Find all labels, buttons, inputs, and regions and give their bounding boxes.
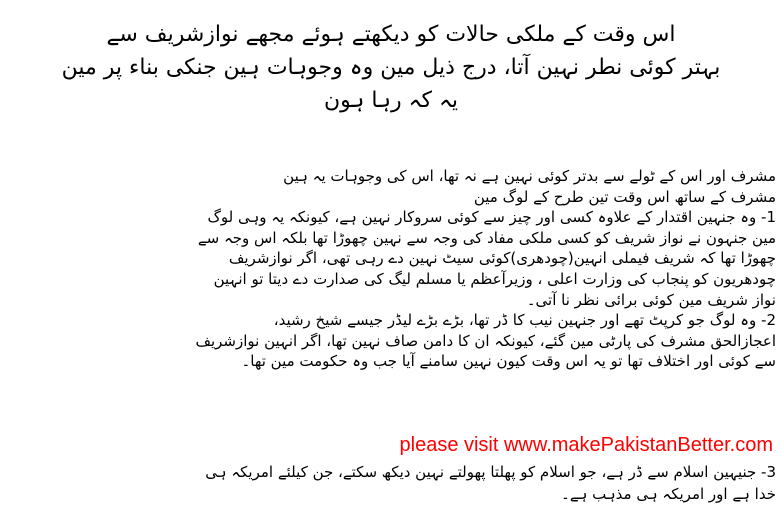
body-line: نواز شریف مین کوئی برائی نظر نا آتی۔ — [526, 290, 776, 309]
document-body-continued — [4, 461, 776, 505]
body-line: مین جنہون نے نواز شریف کو کسی ملکی مفاد کی وجہ سے نہین چھوڑا تھا بلکہ اس وجہ سے — [197, 228, 776, 247]
heading-line: یہ کہ رہا ہون — [324, 88, 458, 113]
body-line: 3- جنیہین اسلام سے ڈر ہے، جو اسلام کو پھلتا پھولتے نہین دیکھ سکتے، جن کیلئے امریکہ ہی — [205, 463, 776, 481]
body-line: خدا ہے اور امریکہ ہی مذہب ہے۔ — [561, 485, 776, 503]
body-line: مشرف اور اس کے ٹولے سے بدتر کوئی نہین ہے نہ تھا، اس کی وجوہات یہ ہین — [283, 167, 776, 185]
heading-line: اس وقت کے ملکی حالات کو دیکھتے ہوئے مجھے نوازشریف سے — [106, 22, 676, 47]
website-promo-text: please visit www.makePakistanBetter.com — [399, 434, 773, 456]
document-heading — [8, 18, 774, 117]
body-line: چھوڑا تھا کہ شریف فیملی انہین(چودھری)کوئی سیٹ نہین دے رہی تھی، اگر نوازشریف — [228, 249, 776, 268]
body-line: سے کوئی اور اختلاف تھا تو یہ اس وقت کیون نہین سامنے آیا جب وہ حکومت مین تھا۔ — [241, 352, 776, 371]
body-line: اعجازالحق مشرف کی پارٹی مین گئے، کیونکہ ان کا دامن صاف نہین تھا، اگر انہین نوازشریف — [195, 331, 776, 350]
heading-line: بہتر کوئی نطر نہین آتا، درج ذیل مین وہ وجوہات ہین جنکی بناء پر مین — [61, 55, 721, 80]
body-line: مشرف کے ساتھ اس وقت تین طرح کے لوگ مین — [473, 187, 776, 206]
document-body — [4, 166, 776, 372]
body-line: 1- وہ جنہین اقتدار کے علاوہ کسی اور چیز سے کوئی سروکار نہین ہے، کیونکہ یہ وہی لوگ — [207, 208, 776, 227]
body-line: 2- وہ لوگ جو کرپٹ تھے اور جنہین نیب کا ڈر تھا، بڑے بڑے لیڈر جیسے شیخ رشید، — [273, 311, 776, 330]
body-line: چودھریون کو پنجاب کی وزارت اعلی ، وزیرآعظم یا مسلم لیگ کی صدارت دے دیتا تو انہین — [213, 269, 776, 288]
